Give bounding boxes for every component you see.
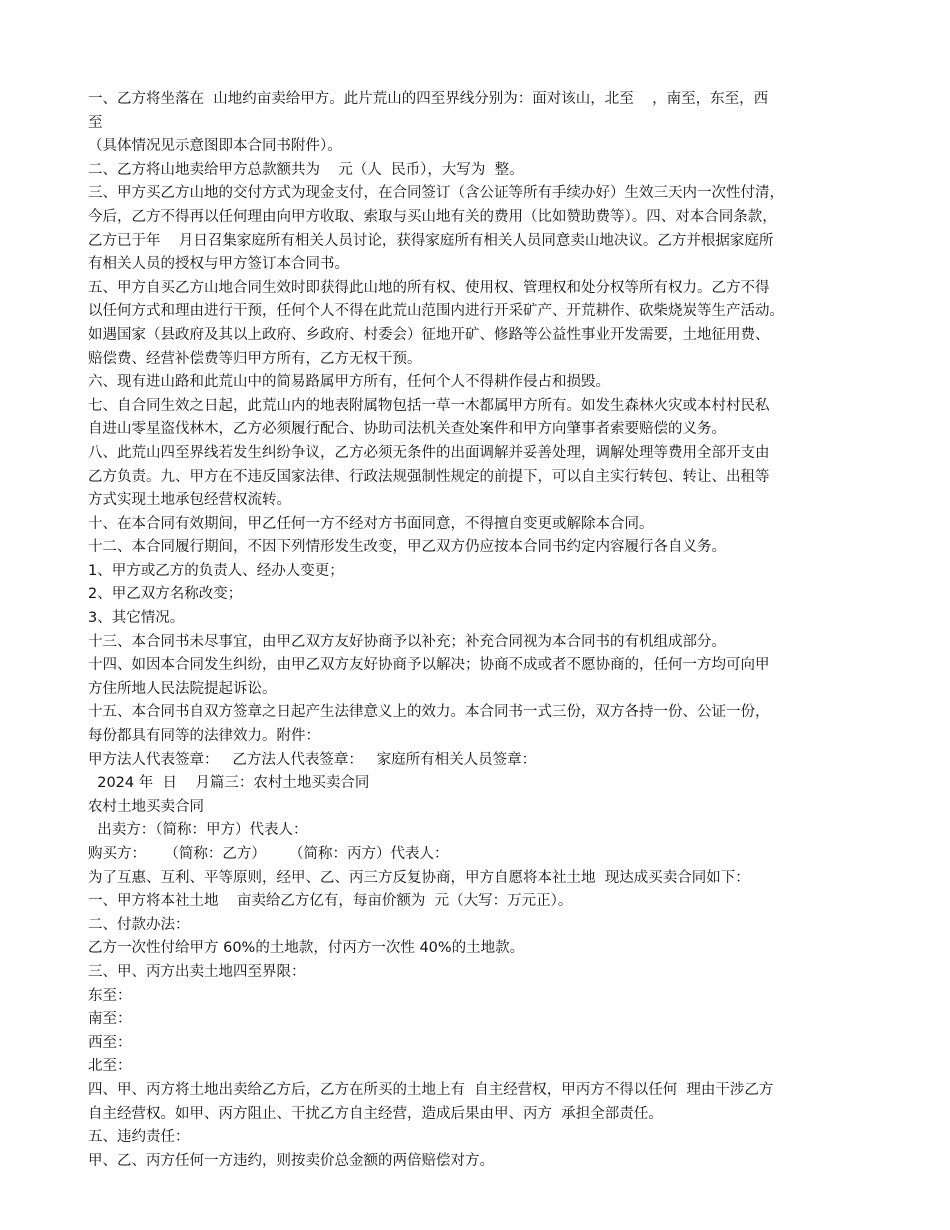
text-line: 三、甲、丙方出卖土地四至界限： [88, 963, 306, 980]
text-line: 二、乙方将山地卖给甲方总款额共为 元（人 民币），大写为 整。 [88, 161, 524, 178]
text-line: 今后，乙方不得再以任何理由向甲方收取、索取与买山地有关的费用（比如赞助费等）。四、对本合同条款， [88, 208, 777, 225]
text-line: 为了互惠、互利、平等原则，经甲、乙、丙三方反复协商，甲方自愿将本社土地 现达成买卖合同如下： [88, 869, 750, 886]
text-line: 甲、乙、丙方任何一方违约，则按卖价总金额的两倍赔偿对方。 [88, 1152, 494, 1169]
text-line: 五、甲方自买乙方山地合同生效时即获得此山地的所有权、使用权、管理权和处分权等所有权力。乙方不得 [88, 279, 770, 296]
text-line: 如遇国家（县政府及其以上政府、乡政府、村委会）征地开矿、修路等公益性事业开发需要，土地征用费、 [88, 326, 770, 343]
text-line: 一、甲方将本社土地 亩卖给乙方亿有，每亩价额为 元（大写：万元正）。 [88, 893, 573, 910]
text-line: 七、自合同生效之日起，此荒山内的地表附属物包括一草一木都属甲方所有。如发生森林火灾或本村村民私 [88, 397, 770, 414]
text-line: 南至： [88, 1011, 132, 1028]
text-line: 以任何方式和理由进行干预，任何个人不得在此荒山范围内进行开采矿产、开荒耕作、砍柴烧炭等生产活动。 [88, 303, 784, 320]
text-line: 乙方一次性付给甲方 60%的土地款，付丙方一次性 40%的土地款。 [88, 940, 525, 957]
text-line: 乙方已于年 月日召集家庭所有相关人员讨论，获得家庭所有相关人员同意卖山地决议。乙方并根据家庭所 [88, 232, 774, 249]
text-line: 乙方负责。九、甲方在不违反国家法律、行政法规强制性规定的前提下，可以自主实行转包、转让、出租等 [88, 468, 770, 485]
text-line: 购买方： （简称：乙方） （简称：丙方）代表人： [88, 846, 449, 862]
text-line: 有相关人员的授权与甲方签订本合同书。 [88, 256, 349, 273]
text-line: 三、甲方买乙方山地的交付方式为现金支付，在合同签订（含公证等所有手续办好）生效三天内一次性付清， [88, 185, 784, 202]
text-line: 1、甲方或乙方的负责人、经办人变更； [88, 562, 344, 579]
text-line: 农村土地买卖合同 [88, 798, 204, 815]
text-line: 3、其它情况。 [88, 610, 185, 627]
text-line: 2、甲乙双方名称改变； [88, 586, 243, 603]
text-line: （具体情况见示意图即本合同书附件）。 [88, 138, 342, 155]
contract-text [88, 88, 872, 1173]
text-line: 二、付款办法： [88, 916, 190, 933]
text-line: 自主经营权。如甲、丙方阻止、干扰乙方自主经营，造成后果由甲、丙方 承担全部责任。 [88, 1105, 663, 1122]
text-line: 八、此荒山四至界线若发生纠纷争议，乙方必须无条件的出面调解并妥善处理，调解处理等费用全部开支由 [88, 444, 770, 461]
text-line: 每份都具有同等的法律效力。附件： [88, 728, 320, 745]
text-line: 出卖方：（简称：甲方）代表人： [88, 822, 308, 839]
text-line: 六、现有进山路和此荒山中的简易路属甲方所有，任何个人不得耕作侵占和损毁。 [88, 374, 610, 391]
text-line: 赔偿费、经营补偿费等归甲方所有，乙方无权干预。 [88, 350, 422, 367]
text-line: 北至： [88, 1058, 132, 1075]
text-line: 五、违约责任： [88, 1129, 190, 1146]
text-line: 方住所地人民法院提起诉讼。 [88, 680, 277, 697]
text-line: 十、在本合同有效期间，甲乙任何一方不经对方书面同意，不得擅自变更或解除本合同。 [88, 515, 654, 532]
text-line: 四、甲、丙方将土地出卖给乙方后，乙方在所买的土地上有 自主经营权，甲丙方不得以任何 理由干涉乙方 [88, 1081, 774, 1098]
text-line: 十四、如因本合同发生纠纷，由甲乙双方友好协商予以解决；协商不成或者不愿协商的，任何一方均可向甲 [88, 657, 770, 674]
text-line: 自进山零星盗伐林木，乙方必须履行配合、协助司法机关查处案件和甲方向肇事者索要赔偿的义务。 [88, 421, 726, 438]
text-line: 十五、本合同书自双方签章之日起产生法律意义上的效力。本合同书一式三份，双方各持一份、公证一份， [88, 704, 770, 721]
text-line: 一、乙方将坐落在 山地约亩卖给甲方。此片荒山的四至界线分别为：面对该山，北至 ，南至，东至，西 [88, 91, 769, 107]
text-line: 西至： [88, 1034, 132, 1051]
text-line: 甲方法人代表签章： 乙方法人代表签章： 家庭所有相关人员签章： [88, 751, 537, 768]
text-line: 东至： [88, 987, 132, 1004]
text-line: 2024 年 日 月篇三：农村土地买卖合同 [88, 775, 370, 792]
text-line: 方式实现土地承包经营权流转。 [88, 492, 291, 509]
text-line: 十三、本合同书未尽事宜，由甲乙双方友好协商予以补充；补充合同视为本合同书的有机组成部分。 [88, 633, 726, 650]
text-line: 十二、本合同履行期间，不因下列情形发生改变，甲乙双方仍应按本合同书约定内容履行各自义务。 [88, 539, 726, 556]
text-line: 至 [88, 114, 103, 131]
